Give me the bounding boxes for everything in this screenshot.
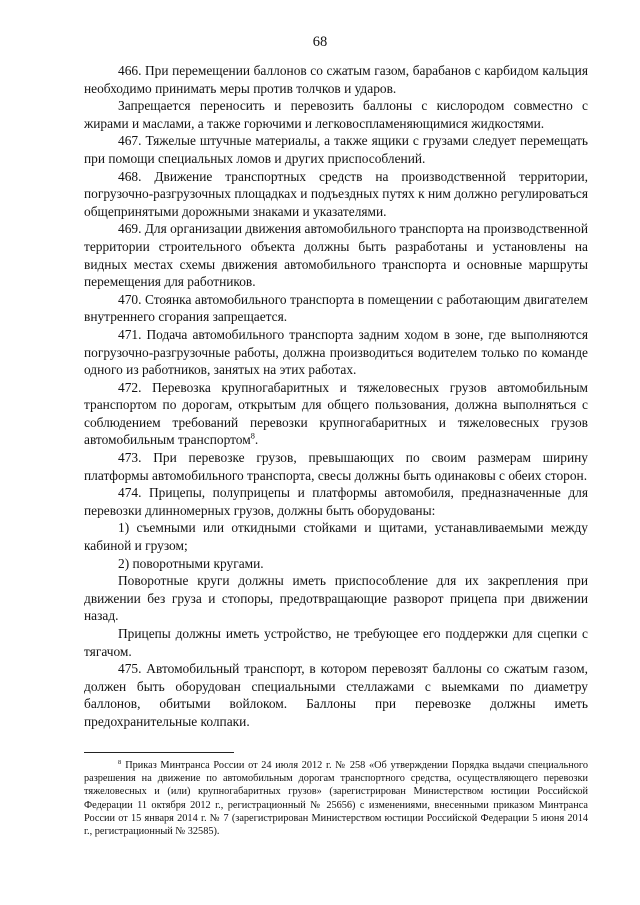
document-body	[84, 62, 588, 731]
footnote-mark: 8	[118, 758, 122, 766]
footnote-text: Приказ Минтранса России от 24 июля 2012 г. № 258 «Об утверждении Порядка выдачи специального разрешения на движение по автомобильным дорогам транспортного средства, осуществляющего перевозки тяжеловесных и (или) крупногабаритных грузов» (зарегистрирован Министерством юстиции Российской Федерации 11 октября 2012 г., регистрационный № 25656) с изменениями, внесенными приказом Минтранса России от 15 января 2014 г. № 7 (зарегистрирован Министерством юстиции Российской Федерации 5 июня 2014 г., регистрационный № 32585).	[84, 760, 588, 838]
list-item-1: 1) съемными или откидными стойками и щитами, устанавливаемыми между кабиной и грузом;	[84, 520, 588, 554]
paragraph-468: 468. Движение транспортных средств на производственной территории, погрузочно-разгрузочных площадках и подъездных путях к ним должно регулироваться общепринятыми дорожными знаками и указателями.	[84, 168, 588, 219]
paragraph-466: 466. При перемещении баллонов со сжатым газом, барабанов с карбидом кальция необходимо принимать меры против толчков и ударов.	[84, 63, 588, 96]
paragraph-474-turntables: Поворотные круги должны иметь приспособление для их закрепления при движении без груза и стопоры, предотвращающие разворот прицепа при движении назад.	[84, 573, 588, 624]
footnote-separator	[84, 752, 234, 753]
footnote-reference[interactable]: 8	[250, 432, 255, 442]
list-item-2: 2) поворотными кругами.	[118, 555, 264, 571]
paragraph-472	[84, 379, 588, 449]
paragraph-469: 469. Для организации движения автомобильного транспорта на производственной территории строительного объекта должны быть разработаны и установлены на видных местах схемы движения автомобильного транспорта и основные маршруты перемещения для работников.	[84, 221, 588, 290]
paragraph-471: 471. Подача автомобильного транспорта задним ходом в зоне, где выполняются погрузочно-разгрузочные работы, должна производиться водителем только по команде одного из работников, занятых на этих работах.	[84, 326, 588, 378]
paragraph-474: 474. Прицепы, полуприцепы и платформы автомобиля, предназначенные для перевозки длинномерных грузов, должны быть оборудованы:	[84, 485, 588, 518]
page-number: 68	[312, 34, 328, 50]
paragraph-472-text: 472. Перевозка крупногабаритных и тяжеловесных грузов автомобильным транспортом по дорогам, открытым для общего пользования, должна выполняться с соблюдением требований перевозки крупногабаритных и тяжеловесных грузов автомобильным транспортом	[84, 379, 588, 448]
footnote	[84, 759, 588, 838]
paragraph-467: 467. Тяжелые штучные материалы, а также ящики с грузами следует перемещать при помощи специальных ломов и других приспособлений.	[84, 133, 588, 166]
paragraph-475: 475. Автомобильный транспорт, в котором перевозят баллоны со сжатым газом, должен быть оборудован специальными стеллажами с выемками по диаметру баллонов, обитыми войлоком. Баллоны при перевозке должны иметь предохранительные колпаки.	[84, 661, 588, 729]
paragraph-474-trailers: Прицепы должны иметь устройство, не требующее его поддержки для сцепки с тягачом.	[84, 626, 588, 659]
paragraph-470: 470. Стоянка автомобильного транспорта в помещении с работающим двигателем внутреннего сгорания запрещается.	[84, 291, 588, 325]
paragraph-473: 473. При перевозке грузов, превышающих по своим размерам ширину платформы автомобильного транспорта, свесы должны быть одинаковы с обеих сторон.	[84, 450, 588, 483]
paragraph-472-end: .	[254, 432, 259, 448]
paragraph-466-prohibition: Запрещается переносить и перевозить баллоны с кислородом совместно с жирами и маслами, а также горючими и легковоспламеняющимися жидкостями.	[84, 98, 588, 131]
